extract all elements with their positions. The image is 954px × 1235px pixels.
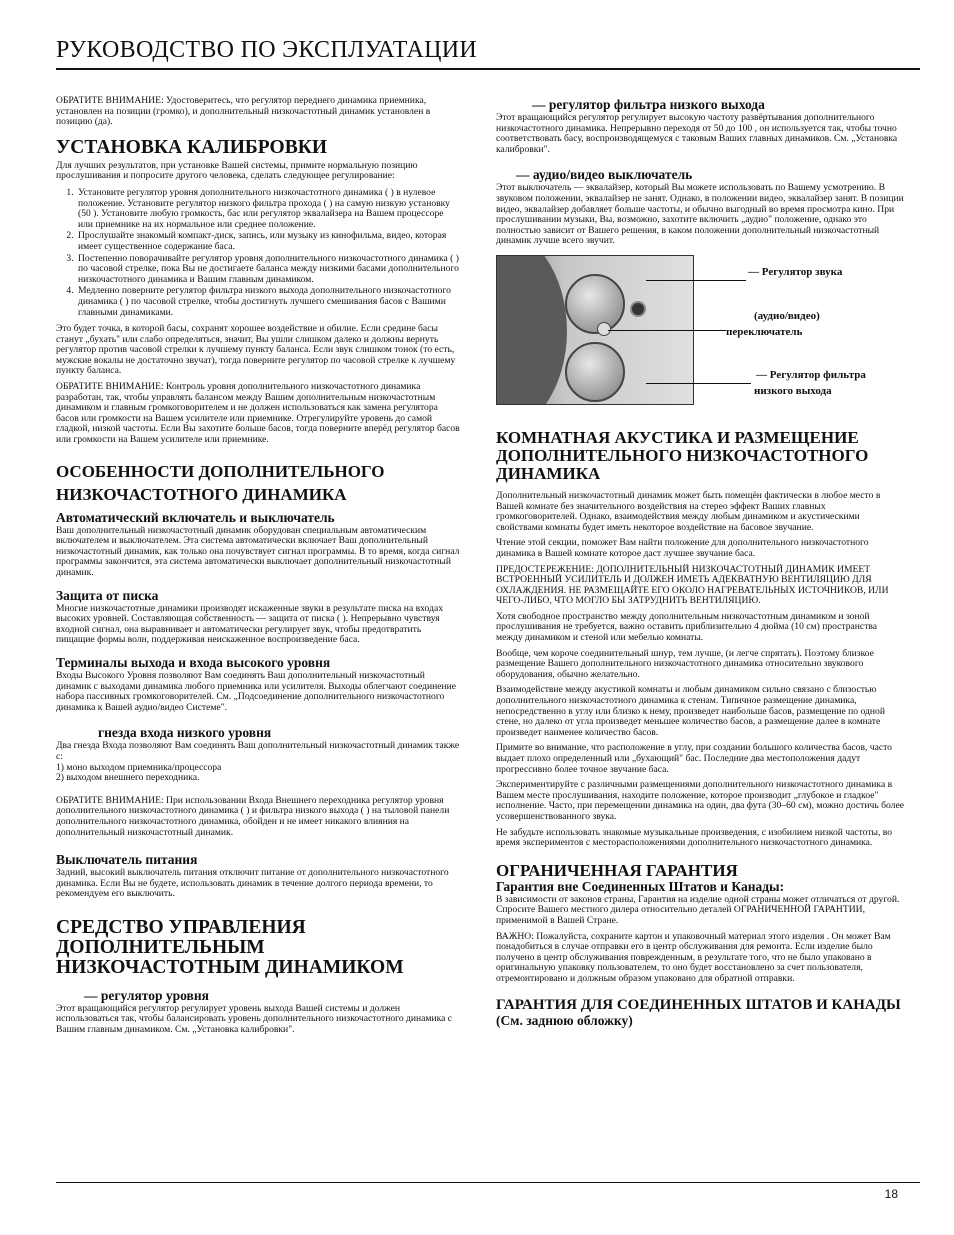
figure-label-lpf: — Регулятор фильтра: [756, 368, 866, 381]
power-switch-heading: Выключатель питания: [56, 852, 198, 868]
figure-label-level: — Регулятор звука: [748, 265, 843, 278]
note-paragraph: ОБРАТИТЕ ВНИМАНИЕ: Удостоверитесь, что регулятор переднего динамика приемника, установлен на позиции (громко), и дополнительный низкочастотный динамик установлен в позицию (да).: [56, 95, 431, 128]
acoustics-heading: КОМНАТНАЯ АКУСТИКА И РАЗМЕЩЕНИЕ ДОПОЛНИТЕЛЬНОГО НИЗКОЧАСТОТНОГО ДИНАМИКА: [496, 427, 869, 483]
acoustics-warning: ПРЕДОСТЕРЕЖЕНИЕ: ДОПОЛНИТЕЛЬНЫЙ НИЗКОЧАСТОТНЫЙ ДИНАМИК ИМЕЕТ ВСТРОЕННЫЙ УСИЛИТЕЛЬ И ДОЛЖЕН ИМЕТЬ АДЕКВАТНУЮ ВЕНТИЛЯЦИЮ ДЛЯ ОХЛАЖДЕНИЯ. НЕ РАЗМЕЩАЙТЕ ЕГО ОКОЛО НАГРЕВАТЕЛЬНЫХ ИСТОЧНИКОВ, ИЛИ ЧЕГО-ЛИБО, ЧТО МОГЛО БЫ ЗАТРУДНИТЬ ВЕНТИЛЯЦИЮ.: [496, 563, 889, 607]
high-level-text: Входы Высокого Уровня позволяют Вам соединять Ваш дополнительный низкочастотный динамик с выходами динамика любого приемника или усилителя. Выходы облегчают соединение набора пассивных громкоговорителей. См. „Подсоединение дополнительного низкочастотного динамика к Вашей аудио/видео Системе".: [56, 669, 457, 713]
calibration-step: 3. Постепенно поворачивайте регулятор уровня дополнительного низкочастотного динамика ( ) по часовой стрелке, пока Вы не достигаете баланса между низкими басами дополнительного низкочастотного динамика и Вашим главным динамиком.: [76, 254, 460, 286]
indicator-icon: [630, 301, 646, 317]
warranty-heading: ОГРАНИЧЕННАЯ ГАРАНТИЯ: [496, 860, 738, 880]
high-level-heading: Терминалы выхода и входа высокого уровня: [56, 654, 331, 670]
calibration-step: 4. Медленно поверните регулятор фильтра низкого выхода дополнительного низкочастотного динамика ( ) по часовой стрелке, чтобы достигнуть лучшего смешивания басов с Вашими главными динамиками.: [76, 286, 460, 318]
page-header: [56, 36, 920, 70]
lpf-control-heading: — регулятор фильтра низкого выхода: [532, 97, 765, 112]
level-control-heading: — регулятор уровня: [84, 987, 209, 1003]
low-level-heading: гнезда входа низкого уровня: [98, 725, 272, 741]
acoustics-paragraph: Не забудьте использовать знакомые музыкальные произведения, с изобилием низкой частоты, во время экспериментов с месторасположениями дополнительного низкочастотного динамика.: [496, 826, 893, 849]
figure-label-lpf-2: низкого выхода: [754, 384, 832, 397]
clip-protection-heading: Защита от писка: [56, 587, 159, 603]
controls-heading: СРЕДСТВО УПРАВЛЕНИЯ ДОПОЛНИТЕЛЬНЫМ НИЗКОЧАСТОТНЫМ ДИНАМИКОМ: [56, 916, 404, 978]
acoustics-paragraph: Экспериментируйте с различными размещениями дополнительного низкочастотного динамика в Вашем месте прослушивания, находите положение, которое производит „глубокое и гладкое" исполнение. Часто, при перемещении динамика на один, два фута (30–60 см), можно достичь более усовершенствованного звука.: [496, 779, 904, 822]
level-knob-icon: [565, 274, 625, 334]
acoustics-paragraph: Хотя свободное пространство между дополнительным низкочастотным динамиком и зоной прослушивания не требуется, важно оставить приблизительно 4 дюйма (10 см) пространства между динамиком и стеной или мебелью комнаты.: [496, 610, 878, 644]
clip-protection-text: Многие низкочастотные динамики производят искаженные звуки в результате писка на входах высоких уровней. Составляющая собственность — защита от писка ( ). Непрерывно чувствуя входной сигнал, она выравнивает и автоматически регулирует звук, чтобы предотвратить пищащие формы волн, поддерживая неискаженное воспроизведение баса.: [56, 602, 444, 646]
calibration-steps: [56, 188, 460, 318]
level-control-text: Этот вращающийся регулятор регулирует уровень выхода Вашей системы и должен использоваться так, чтобы балансировать уровень дополнительного низкочастотного динамика с Вашим главным динамиком. См. „Установка калибровки".: [56, 1002, 453, 1036]
av-switch-text: Этот выключатель — эквалайзер, который Вы можете использовать по Вашему усмотрению. В звуковом положении, эквалайзер не занят. Однако, в положении видео, эквалайзер занят. В позиции видео, эквалайзер добавляет больше частоты, и обычно выгодный во время просмотра кино. При прослушивании музыки, Вы, возможно, захотите включить „аудио" положение, однако это полностью зависит от Вашего решения, в каком положении дополнительный низкочастотный динамик лучше всего звучит.: [496, 182, 904, 247]
lpf-control-text: Этот вращающийся регулятор регулирует высокую частоту развёртывания дополнительного низкочастотного динамика. Непрерывно переходя от 50 до 100 , он используется так, чтобы точно соответствовать басу, воспроизводящемуся с таковым Ваших главных динамиков. См. „Установка калибровки".: [496, 112, 898, 155]
av-switch-icon: [597, 322, 611, 336]
low-level-note: ОБРАТИТЕ ВНИМАНИЕ: При использовании Входа Внешнего переходника регулятор уровня дополнительного низкочастотного динамика ( ) и фильтра низкого выхода ( ) на тыловой панели дополнительного низкочастотного динамика, обойден и не имеет никакого влияния на дополнительный низкочастотный динамик.: [56, 794, 450, 838]
features-heading: ОСОБЕННОСТИ ДОПОЛНИТЕЛЬНОГО НИЗКОЧАСТОТНОГО ДИНАМИКА: [56, 461, 385, 504]
auto-switch-heading: Автоматический включатель и выключатель: [56, 509, 335, 525]
page-number: 18: [884, 1187, 898, 1201]
calibration-intro: Для лучших результатов, при установке Вашей системы, примите нормальную позицию прослушивания и попросите другого человека, сделать следующее регулирование:: [56, 159, 418, 182]
right-column: [496, 97, 904, 1029]
warranty-paragraph: ВАЖНО: Пожалуйста, сохраните картон и упаковочный материал этого изделия . Он может Вам понадобиться в случае отправки его в центр обслуживания для ремонта. Если изделие было получено в центр обслуживания поврежденным, в результате того, что не было упаковано в оригинальную упаковку пользователем, то оно будет восстановлено за счет пользователя, отремонтировано и должным образом упаковано для обратной отправки.: [496, 930, 891, 984]
low-level-text: Два гнезда Входа позволяют Вам соединять Ваш дополнительный низкочастотный динамик также с:: [56, 740, 460, 762]
calibration-note: ОБРАТИТЕ ВНИМАНИЕ: Контроль уровня дополнительного низкочастотного динамика разработан, так, чтобы управлять балансом между Вашим дополнительным низкочастотным динамиком и главным громкоговорителем и не должен использоваться как замена регулятора басов или громкости на Вашем усилителе или приемнике. Отрегулируйте уровень до самой гладкой, низкой частоты. Если Вы захотите больше басов, тогда поверните вперёд регулятор басов или громкости на Вашем усилителе или приемнике.: [56, 381, 460, 446]
warranty-paragraph: В зависимости от законов страны, Гарантия на изделие одной страны может отличаться от другой. Спросите Вашего местного дилера относительно деталей ОГРАНИЧЕННОЙ ГАРАНТИИ, применимой в Вашей Стране.: [496, 893, 900, 926]
acoustics-paragraph: Взаимодействие между акустикой комнаты и любым динамиком сильно связано с близостью дополнительного низкочастотного динамика к стенам. Типичное размещение динамика, непосредственно в углу или близко к нему, произведет наибольше басов, размещение по одной стене, но далеко от угла произведет меньшее количество басов, а размещение далее в комнате произведет наименее количество басов.: [496, 684, 885, 738]
power-switch-text: Задний, высокий выключатель питания отключит питание от дополнительного низкочастотного динамика. Если Вы не будете, использовать динамик в течение долгого периода времени, то рекомендуем его выключить.: [56, 867, 449, 900]
control-panel-figure: [496, 255, 906, 405]
acoustics-paragraph: Дополнительный низкочастотный динамик может быть помещён фактически в любое место в Вашей комнате без значительного воздействия на стерео эффект Ваших главных громкоговорителей. Однако, взаимодействия между любым динамиком и акустическими свойствами комнаты будет иметь некоторое воздействие на басовое звучание.: [496, 489, 881, 533]
figure-label-switch: (аудио/видео): [754, 309, 820, 322]
us-warranty-subheading: (См. заднюю обложку): [496, 1012, 633, 1028]
warranty-subheading: Гарантия вне Соединенных Штатов и Канады:: [496, 878, 785, 894]
header-title: РУКОВОДСТВО ПО ЭКСПЛУАТАЦИИ: [56, 37, 478, 63]
low-level-list-item: 1) моно выходом приемника/процессора: [56, 761, 222, 773]
av-switch-heading: — аудио/видео выключатель: [516, 167, 693, 183]
low-level-list-item: 2) выходом внешнего переходника.: [56, 772, 200, 784]
acoustics-paragraph: Вообще, чем короче соединительный шнур, тем лучше, (и легче спрятать). Поэтому близкое размещение Вашего дополнительного низкочастотного динамика относительно звукового оборудования, обычно желательно.: [496, 647, 874, 680]
calibration-step: 1. Установите регулятор уровня дополнительного низкочастотного динамика ( ) в нулевое положение. Установите регулятор низкого фильтра прохода ( ) на самую низкую установку (50 ). Установите любую громкость, бас или регулятор эквалайзера на Вашем процессоре или приемнике на их нормальное или среднее положение.: [76, 188, 460, 230]
page-footer: [56, 1182, 920, 1201]
calibration-paragraph: Это будет точка, в которой басы, сохранят хорошее воздействие и обилие. Если средине басы станут „бухать" или слабо определяться, значит, Вы ушли слишком далеко и должны вернуть регулятор против часовой стрелки к лучшему пункту баланса. Если звук слишком тонок (то есть, мужские вокалы не достаточно звучат), тогда поверните регулятор по часовой стрелке к лучшему пункту баланса.: [56, 323, 456, 377]
auto-switch-text: Ваш дополнительный низкочастотный динамик оборудован специальным автоматическим включателем и выключателем. Эта система автоматически включает Ваш дополнительный низкочастотный динамик, как только она почувствует сигнал программы. В то время, когда сигнал программы закончится, эта система автоматически выключает дополнительный низкочастотный динамик.: [56, 524, 460, 578]
acoustics-paragraph: Примите во внимание, что расположение в углу, при создании большого количества басов, часто выдает плохо определенный или „бухающий" бас. Последние два местоположения дадут прогрессивно более точное звучание баса.: [496, 742, 892, 775]
lpf-knob-icon: [565, 342, 625, 402]
figure-label-switch-2: переключатель: [726, 325, 803, 338]
acoustics-paragraph: Чтение этой секции, поможет Вам найти положение для дополнительного низкочастотного динамика в Вашей комнате которое даст лучшее звучание баса.: [496, 537, 869, 559]
calibration-step: 2. Прослушайте знакомый компакт-диск, запись, или музыку из кинофильма, видео, которая имеет существенное содержание баса.: [76, 231, 460, 252]
calibration-heading: УСТАНОВКА КАЛИБРОВКИ: [56, 136, 328, 158]
us-warranty-heading: ГАРАНТИЯ ДЛЯ СОЕДИНЕННЫХ ШТАТОВ И КАНАДЫ: [496, 996, 901, 1013]
left-column: [56, 96, 460, 1041]
